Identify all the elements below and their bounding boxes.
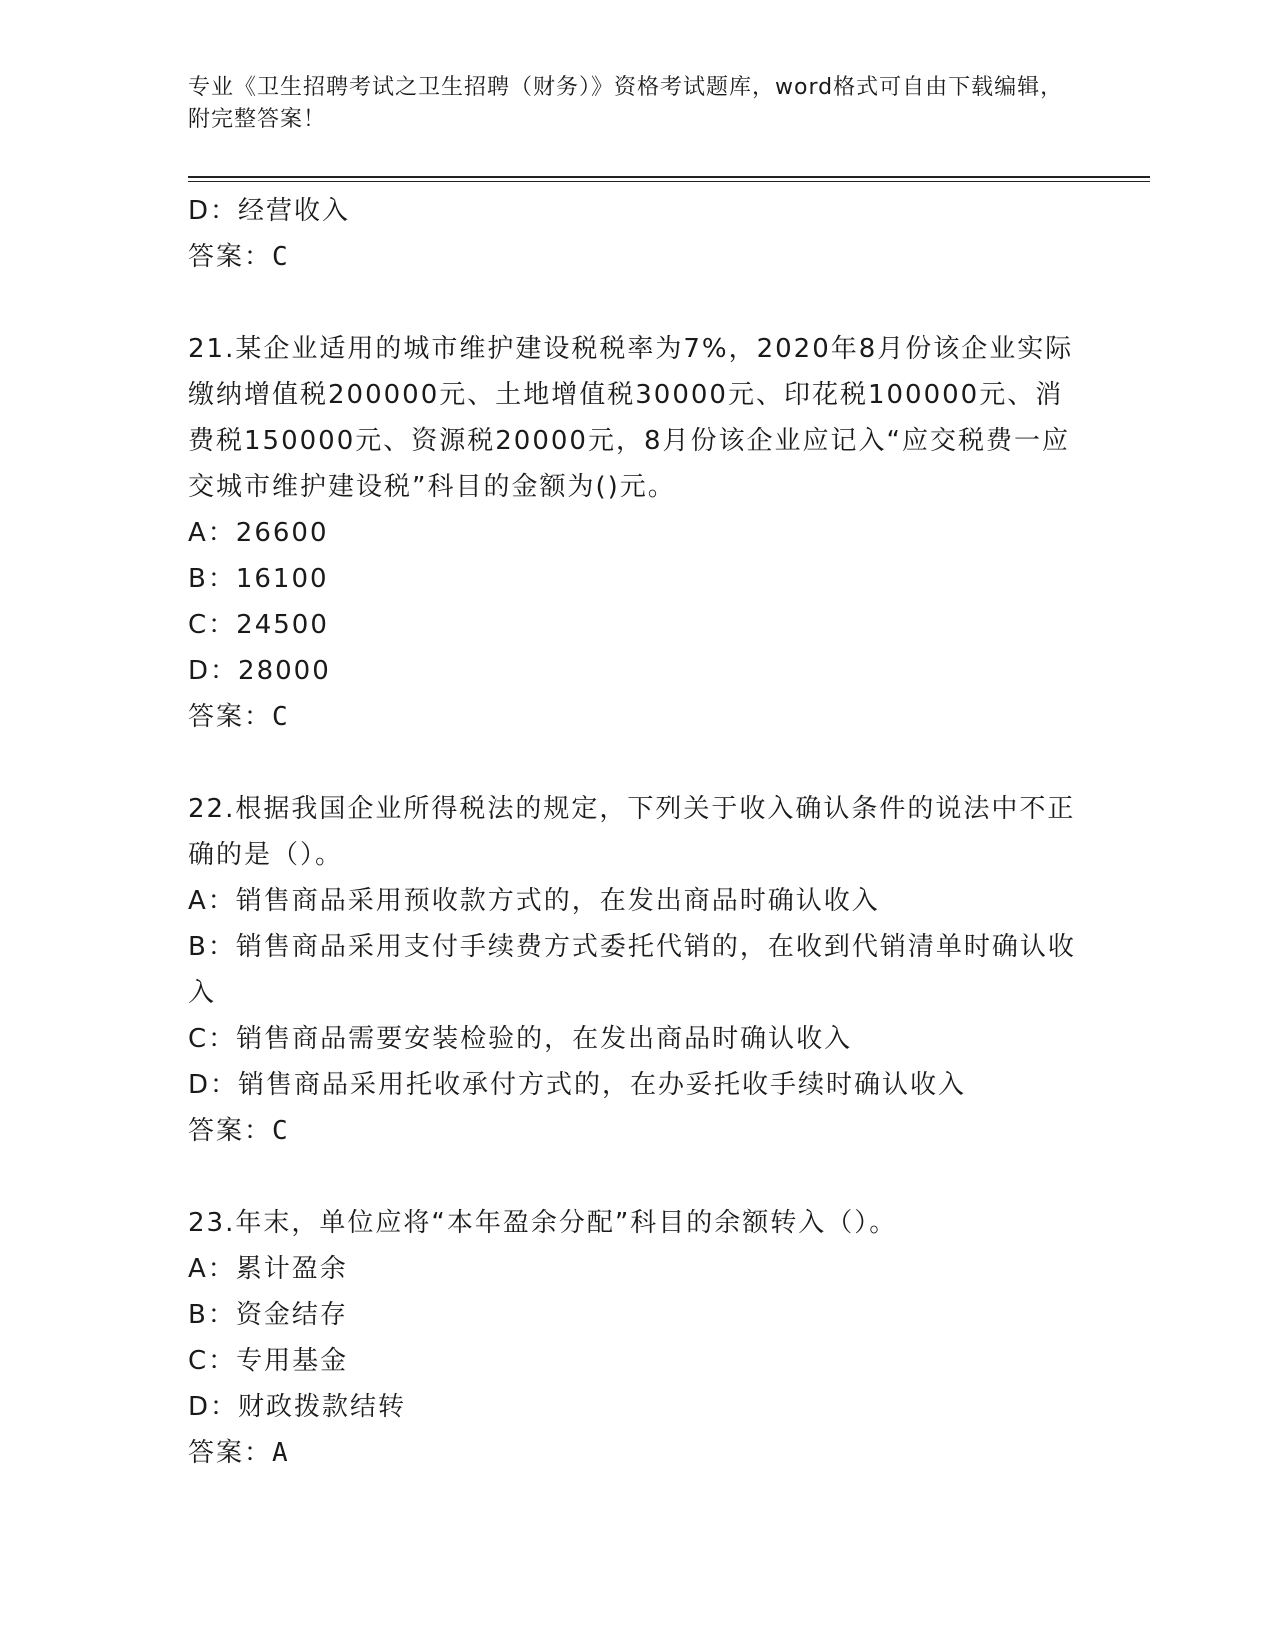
- document-header: 专业《卫生招聘考试之卫生招聘（财务）》资格考试题库，word格式可自由下载编辑，附完整答案！: [188, 75, 1064, 132]
- question-stem: 22.根据我国企业所得税法的规定，下列关于收入确认条件的说法中不正确的是（）。: [188, 794, 1076, 870]
- option-a: A：26600: [188, 518, 329, 548]
- answer: 答案：A: [188, 1438, 290, 1468]
- option-c: C：24500: [188, 610, 329, 640]
- question-21: [188, 326, 1088, 740]
- question-23: [188, 1200, 1088, 1476]
- option-c: C：专用基金: [188, 1346, 349, 1376]
- header-divider: [188, 176, 1150, 178]
- option-b: B：资金结存: [188, 1300, 348, 1330]
- answer: 答案：C: [188, 702, 290, 732]
- header-divider-thin: [188, 181, 1150, 182]
- question-stem: 21.某企业适用的城市维护建设税税率为7%，2020年8月份该企业实际缴纳增值税200000元、土地增值税30000元、印花税100000元、消费税150000元、资源税20000元，8月份该企业应记入“应交税费一应交城市维护建设税”科目的金额为()元。: [188, 334, 1074, 502]
- option-d: D：28000: [188, 656, 331, 686]
- answer: 答案：C: [188, 242, 290, 272]
- question-list: [188, 188, 1088, 1476]
- option-d: D：经营收入: [188, 196, 351, 226]
- option-b: B：16100: [188, 564, 329, 594]
- option-a: A：累计盈余: [188, 1254, 348, 1284]
- option-c: C：销售商品需要安装检验的，在发出商品时确认收入: [188, 1024, 853, 1054]
- question-stem: 23.年末，单位应将“本年盈余分配”科目的余额转入（）。: [188, 1208, 898, 1238]
- answer: 答案：C: [188, 1116, 290, 1146]
- question-22: [188, 786, 1088, 1154]
- option-a: A：销售商品采用预收款方式的，在发出商品时确认收入: [188, 886, 880, 916]
- option-d: D：财政拨款结转: [188, 1392, 407, 1422]
- option-d: D：销售商品采用托收承付方式的，在办妥托收手续时确认收入: [188, 1070, 967, 1100]
- option-b: B：销售商品采用支付手续费方式委托代销的，在收到代销清单时确认收入: [188, 932, 1076, 1008]
